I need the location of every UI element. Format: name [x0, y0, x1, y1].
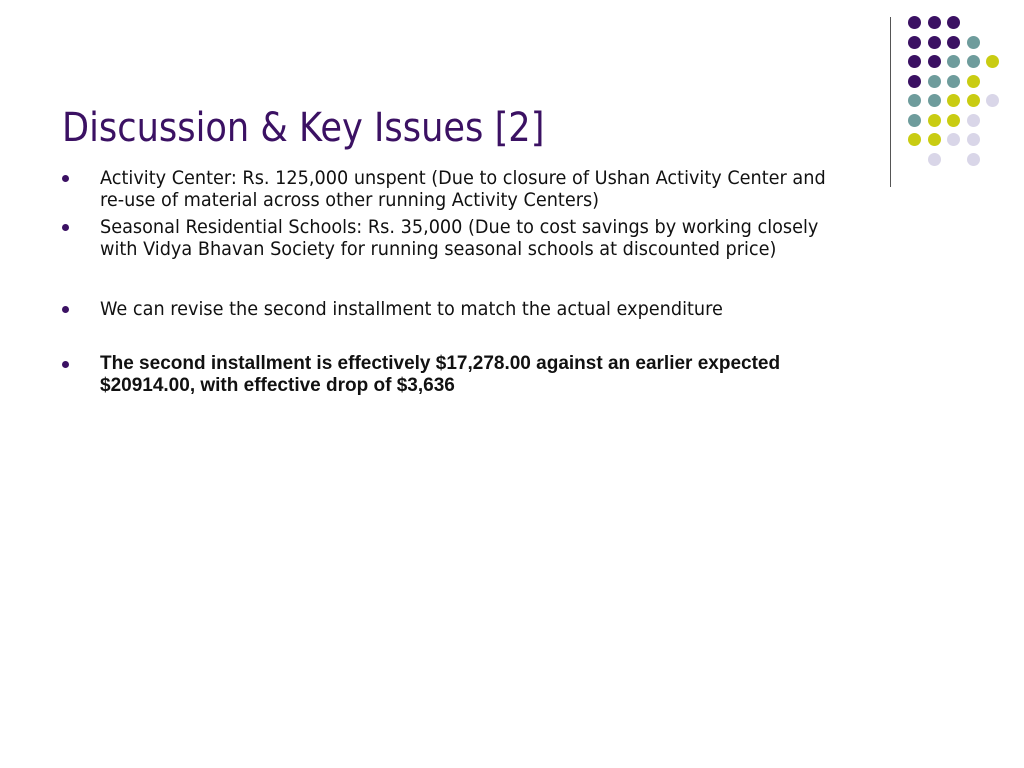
- bullet-text-line: The second installment is effectively $17,278.00 against an earlier expected: [100, 353, 781, 374]
- bullet-text-emphasis: [100, 353, 1020, 397]
- decorative-dot-teal: [908, 114, 921, 127]
- bullet-text-line: Seasonal Residential Schools: Rs. 35,000 (Due to cost savings by working closely: [100, 216, 819, 238]
- decorative-dot-lavender: [967, 133, 980, 146]
- decorative-dot-purple: [928, 16, 941, 29]
- bullet-text: [100, 298, 956, 320]
- bullet-text: [100, 216, 956, 260]
- bullet-dot-icon: [62, 306, 69, 313]
- decorative-dot-purple: [947, 36, 960, 49]
- decorative-dot-teal: [947, 75, 960, 88]
- decorative-dot-lime: [928, 133, 941, 146]
- decorative-dot-grid: [908, 16, 1018, 166]
- decorative-dot-lavender: [967, 153, 980, 166]
- decorative-dot-lime: [986, 55, 999, 68]
- decorative-dot-lime: [967, 75, 980, 88]
- decorative-dot-teal: [928, 94, 941, 107]
- decorative-dot-lime: [967, 94, 980, 107]
- decorative-dot-teal: [928, 75, 941, 88]
- decorative-dot-lavender: [986, 94, 999, 107]
- decorative-dot-teal: [947, 55, 960, 68]
- decorative-dot-teal: [908, 94, 921, 107]
- bullet-text-line: with Vidya Bhavan Society for running seasonal schools at discounted price): [100, 238, 777, 260]
- decorative-dot-lime: [947, 94, 960, 107]
- vertical-divider-line: [890, 17, 891, 187]
- decorative-dot-purple: [928, 36, 941, 49]
- bullet-dot-icon: [62, 361, 69, 368]
- bullet-text-line: $20914.00, with effective drop of $3,636: [100, 375, 455, 396]
- bullet-text-line: We can revise the second installment to match the actual expenditure: [100, 298, 723, 320]
- slide-title: Discussion & Key Issues [2]: [62, 105, 545, 151]
- bullet-text-line: re-use of material across other running Activity Centers): [100, 189, 600, 211]
- decorative-dot-lime: [947, 114, 960, 127]
- decorative-dot-teal: [967, 55, 980, 68]
- decorative-dot-lime: [928, 114, 941, 127]
- decorative-dot-lavender: [967, 114, 980, 127]
- bullet-dot-icon: [62, 175, 69, 182]
- bullet-text-line: Activity Center: Rs. 125,000 unspent (Due to closure of Ushan Activity Center and: [100, 167, 826, 189]
- bullet-text: [100, 167, 956, 211]
- decorative-dot-purple: [928, 55, 941, 68]
- decorative-dot-lavender: [947, 133, 960, 146]
- decorative-dot-purple: [908, 36, 921, 49]
- decorative-dot-purple: [908, 75, 921, 88]
- decorative-dot-lime: [908, 133, 921, 146]
- decorative-dot-purple: [947, 16, 960, 29]
- decorative-dot-purple: [908, 55, 921, 68]
- decorative-dot-lavender: [928, 153, 941, 166]
- decorative-dot-purple: [908, 16, 921, 29]
- bullet-dot-icon: [62, 224, 69, 231]
- decorative-dot-teal: [967, 36, 980, 49]
